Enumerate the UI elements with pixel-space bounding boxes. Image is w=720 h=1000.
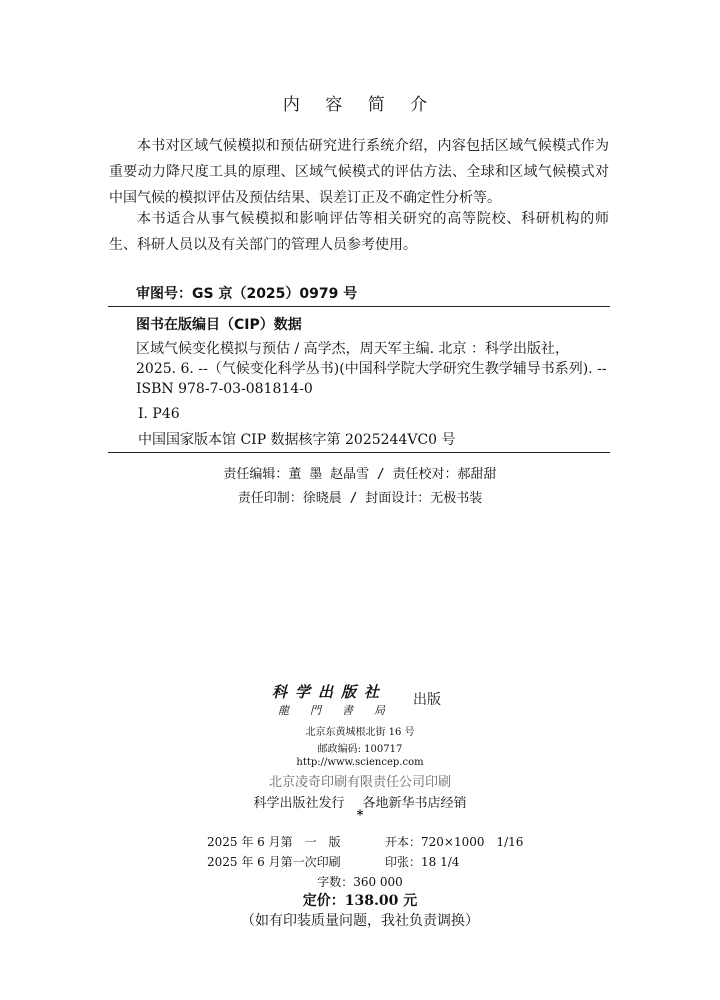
separator-star: * [356,808,364,823]
cip-classification: Ⅰ. P46 [138,406,180,422]
printer-name: 北京凌奇印刷有限责任公司印刷 [268,775,451,790]
editors-line-1: 责任编辑：董 墨 赵晶雪 / 责任校对：郝甜甜 [223,467,497,482]
printing-info: 2025 年 6 月第一次印刷 [207,855,341,869]
publisher-website: http://www.sciencep.com [296,757,424,768]
publisher-logo-sub: 龍門書局 [278,704,406,717]
publisher-logo-main: 科学出版社 [272,683,388,701]
page-title: 内 容 简 介 [282,95,438,115]
intro-paragraph-2: 本书适合从事气候模拟和影响评估等相关研究的高等院校、科研机构的师生、科研人员以及有关部门的管理人员参考使用。 [109,211,609,253]
edition-info: 2025 年 6 月第 一 版 [207,835,341,849]
cip-record: 区域气候变化模拟与预估 / 高学杰，周天军主编. 北京 ：科学出版社，2025. 6. --（气候变化科学丛书)(中国科学院大学研究生教学辅导书系列). -- ISBN 978-7-03-081814-0 [136,341,607,397]
editors-line-2: 责任印制：徐晓晨 / 封面设计：无极书装 [237,491,483,506]
edition-row-1 [207,833,524,850]
publisher-suffix: 出版 [413,692,441,708]
price: 定价：138.00 元 [302,893,418,909]
word-count: 字数：360 000 [317,875,403,889]
publisher-address: 北京东黄城根北街 16 号 [305,727,415,738]
seller: 各地新华书店经销 [362,796,467,811]
map-review-number: 审图号：GS 京（2025）0979 号 [136,286,358,302]
edition-row-2 [207,853,507,870]
publisher-postcode: 邮政编码: 100717 [317,744,403,755]
cip-heading: 图书在版编目（CIP）数据 [136,317,302,333]
format-info: 开本：720×1000 1/16 [385,835,524,849]
quality-notice: （如有印装质量问题，我社负责调换） [241,913,479,929]
cip-bottom-rule [108,452,610,453]
distributor: 科学出版社发行 [253,796,345,811]
intro-paragraph-1: 本书对区域气候模拟和预估研究进行系统介绍，内容包括区域气候模式作为重要动力降尺度工具的原理、区域气候模式的评估方法、全球和区域气候模式对中国气候的模拟评估及预估结果、误差订正及不确定性分析等。 [109,138,609,206]
cip-data-number: 中国国家版本馆 CIP 数据核字第 2025244VC0 号 [138,432,456,448]
sheets-info: 印张：18 1/4 [385,855,460,869]
cip-top-rule [108,306,610,307]
